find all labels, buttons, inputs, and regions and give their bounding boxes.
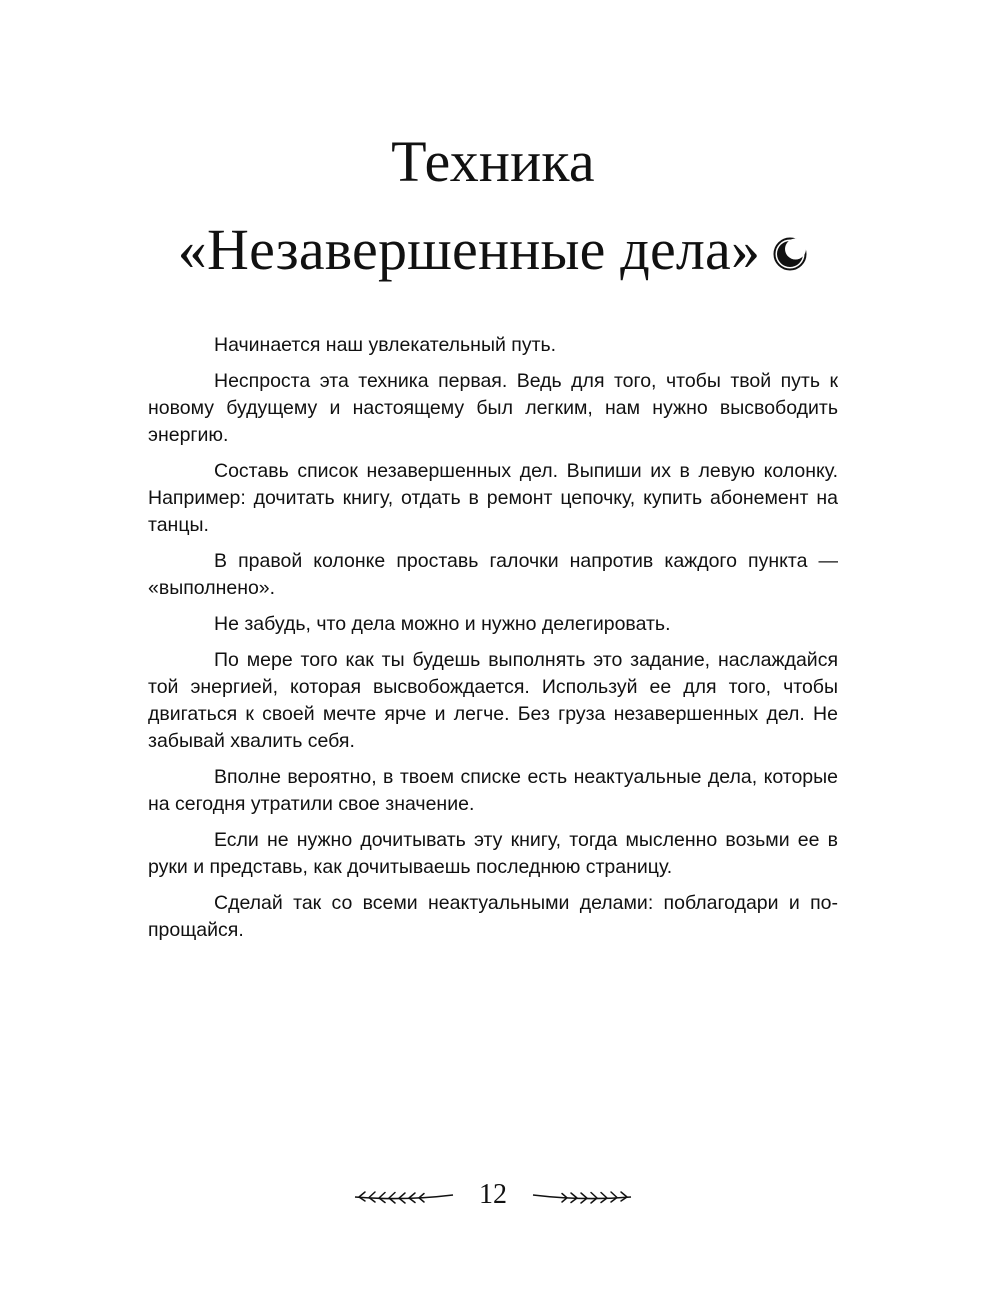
paragraph: По мере того как ты будешь выполнять это задание, наслаждайся той энергией, которая высвобождается. Используй ее для того, чтобы двигаться к своей мечте ярче и легче. Без груза незавершенных дел. Не забывай хвалить себя.	[148, 649, 838, 752]
paragraph: Если не нужно дочитывать эту книгу, тогда мысленно возьми ее в руки и представь, как дочитываешь последнюю страницу.	[148, 829, 838, 878]
title-line-2-wrap	[0, 206, 986, 294]
paragraph: Сделай так со всеми неактуальными делами: поблагодари и попрощайся.	[148, 892, 838, 941]
page-footer	[0, 1170, 986, 1220]
paragraph: Начинается наш увлекательный путь.	[214, 334, 557, 356]
article-body	[148, 332, 838, 953]
leafy-branch-right-icon	[531, 1183, 633, 1207]
moon-icon	[772, 236, 808, 272]
paragraph: В правой колонке проставь галочки напротив каждого пункта — «выполнено».	[148, 550, 838, 599]
leafy-branch-left-icon	[353, 1183, 455, 1207]
title-line-1: Техника	[391, 129, 595, 194]
paragraph: Не забудь, что дела можно и нужно делегировать.	[214, 613, 671, 635]
title-line-2: «Незавершенные дела»	[177, 217, 761, 282]
page-title	[0, 118, 986, 294]
paragraph: Неспроста эта техника первая. Ведь для того, чтобы твой путь к новому будущему и настоящему был легким, нам нужно высвободить энергию.	[148, 370, 838, 446]
paragraph: Составь список незавершенных дел. Выпиши их в левую колонку. Например: дочитать книгу, отдать в ремонт цепочку, купить абонемент на танцы.	[148, 460, 838, 536]
page-number: 12	[479, 1179, 507, 1210]
paragraph: Вполне вероятно, в твоем списке есть неактуальные дела, которые на сегодня утратили свое значение.	[148, 766, 838, 815]
